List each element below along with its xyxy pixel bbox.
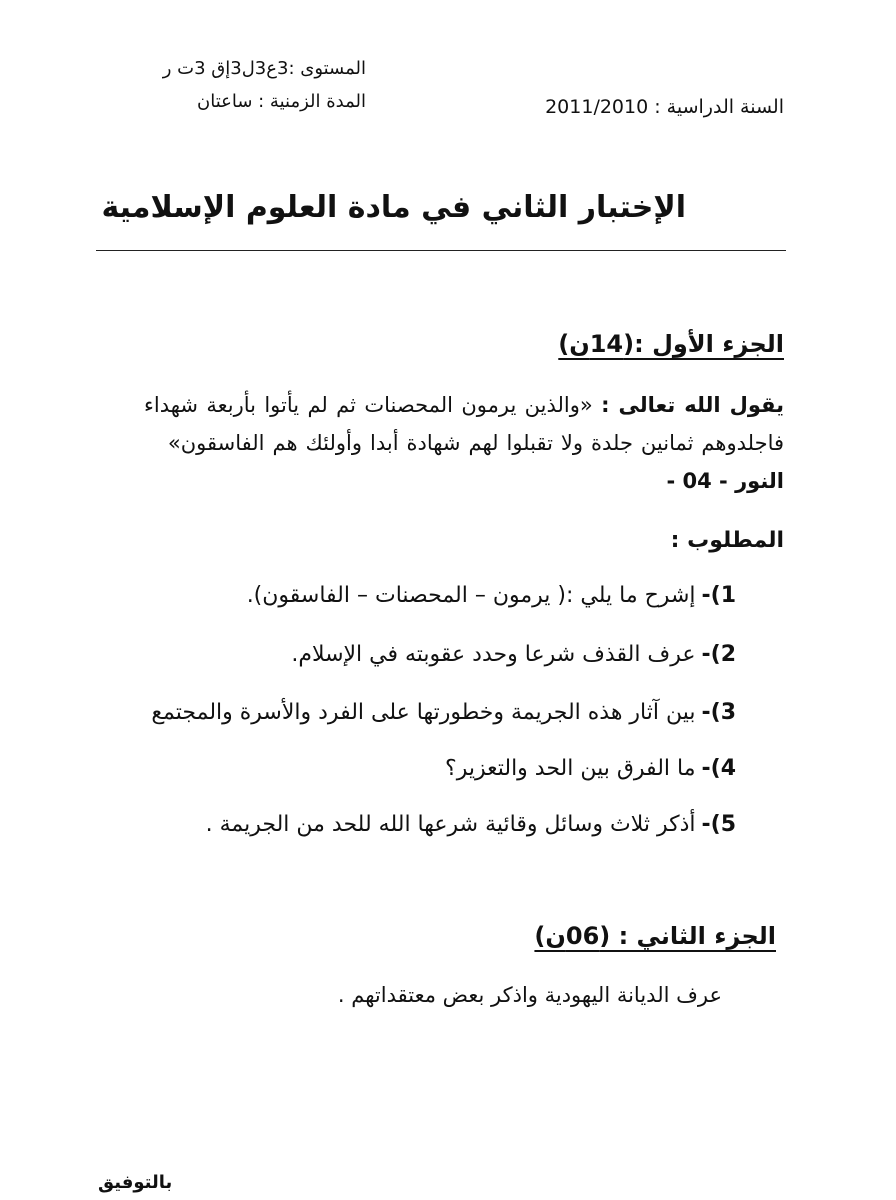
question-text: إشرح ما يلي :( يرمون – المحصنات – الفاسقون). bbox=[246, 583, 696, 608]
question-item bbox=[247, 583, 736, 608]
question-number: 3)- bbox=[701, 700, 736, 725]
question-item bbox=[445, 756, 736, 781]
question-item bbox=[206, 812, 736, 837]
school-year: السنة الدراسية : 2011/2010 bbox=[545, 96, 784, 118]
part-one-heading: الجزء الأول :(14ن) bbox=[558, 330, 784, 358]
required-label: المطلوب : bbox=[670, 528, 784, 553]
question-text: عرف القذف شرعا وحدد عقوبته في الإسلام. bbox=[291, 642, 696, 667]
question-text: أذكر ثلاث وسائل وقائية شرعها الله للحد من الجريمة . bbox=[205, 812, 696, 837]
exam-duration: المدة الزمنية : ساعتان bbox=[196, 91, 366, 112]
part-two-heading: الجزء الثاني : (06ن) bbox=[534, 922, 776, 950]
question-number: 2)- bbox=[701, 642, 736, 667]
quran-verse-paragraph bbox=[144, 386, 784, 500]
question-item bbox=[291, 642, 736, 667]
question-number: 4)- bbox=[701, 756, 736, 781]
part-two-task: عرف الديانة اليهودية واذكر بعض معتقداتهم . bbox=[337, 983, 722, 1007]
question-number: 1)- bbox=[701, 583, 736, 608]
exam-title: الإختبار الثاني في مادة العلوم الإسلامية bbox=[101, 190, 686, 225]
title-divider bbox=[96, 250, 786, 251]
question-item bbox=[151, 700, 736, 725]
closing-wish: بالتوفيق bbox=[98, 1172, 173, 1193]
question-text: ما الفرق بين الحد والتعزير؟ bbox=[445, 756, 696, 781]
exam-level: المستوى :3ع3ل3إق 3ت ر bbox=[162, 58, 366, 79]
question-text: بين آثار هذه الجريمة وخطورتها على الفرد والأسرة والمجتمع bbox=[151, 700, 696, 725]
verse-intro: يقول الله تعالى : bbox=[601, 393, 784, 417]
verse-reference: النور - 04 - bbox=[666, 469, 784, 493]
verse-text: «والذين يرمون المحصنات ثم لم يأتوا بأربعة شهداء فاجلدوهم ثمانين جلدة ولا تقبلوا لهم شهادة أبدا وأولئك هم الفاسقون» bbox=[144, 393, 785, 455]
question-number: 5)- bbox=[701, 812, 736, 837]
